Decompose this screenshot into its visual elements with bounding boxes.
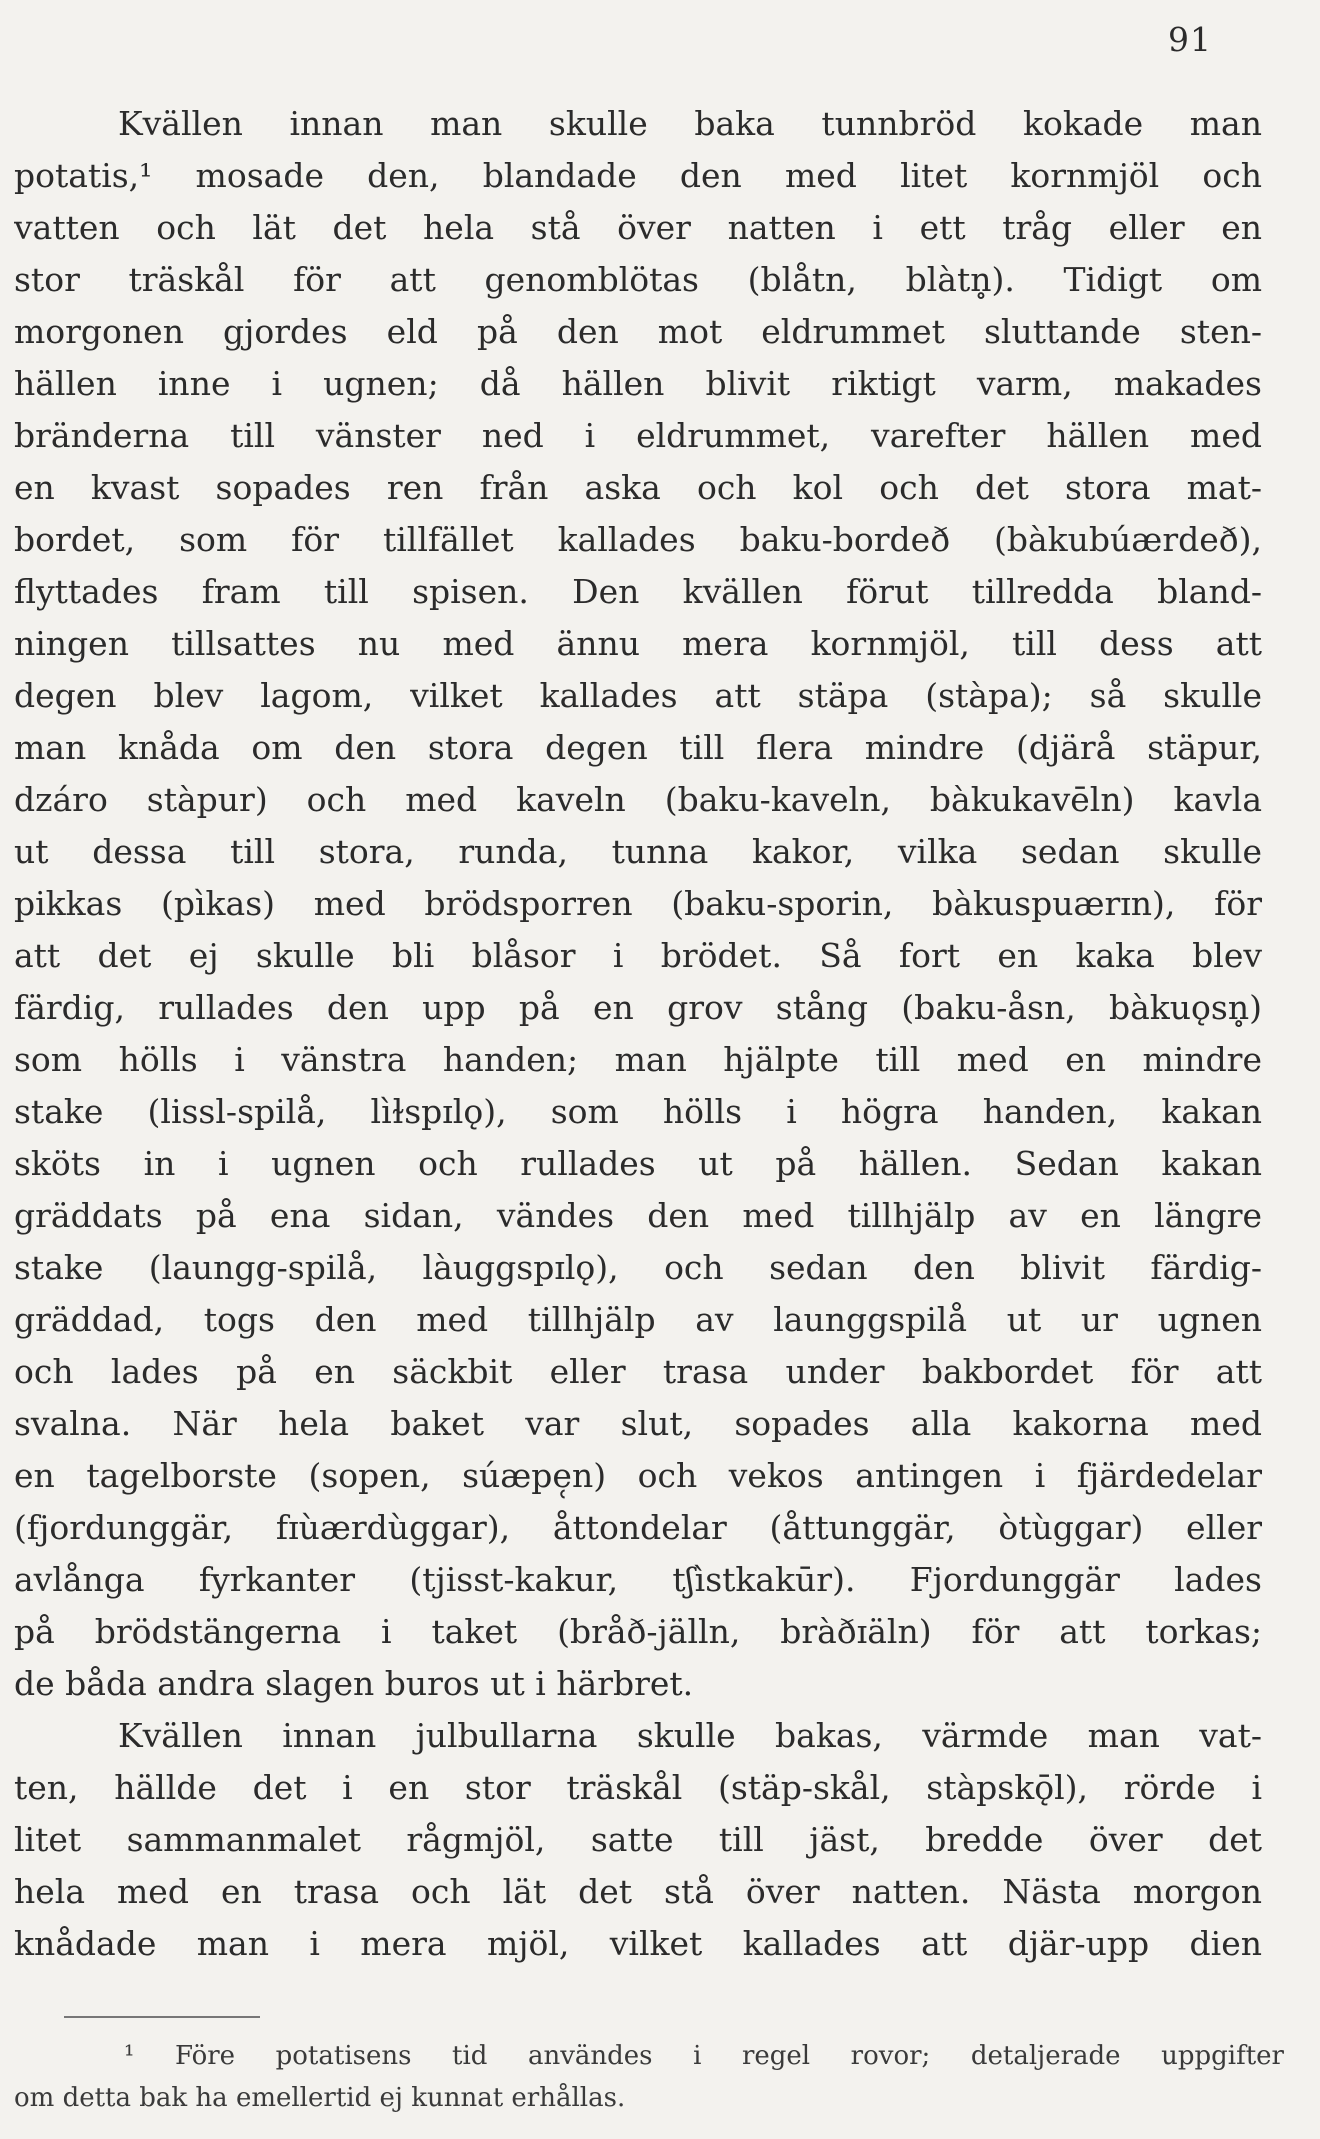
text-line: flyttades fram till spisen. Den kvällen förut tillredda bland- [14, 572, 1262, 611]
page-number: 91 [1168, 20, 1212, 59]
text-line: potatis,¹ mosade den, blandade den med litet kornmjöl och [14, 156, 1262, 195]
text-line: gräddad, togs den med tillhjälp av launggspilå ut ur ugnen [14, 1300, 1262, 1339]
text-line: de båda andra slagen buros ut i härbret. [14, 1664, 694, 1703]
text-line: en tagelborste (sopen, súæpe̜n) och vekos antingen i fjärdedelar [14, 1456, 1262, 1495]
body-text [14, 98, 1262, 1970]
text-line: stake (lissl-spilå, lìɫspɪlǫ), som hölls i högra handen, kakan [14, 1092, 1262, 1131]
footnote-line: ¹ Före potatisens tid användes i regel rovor; detaljerade uppgifter [124, 2041, 1284, 2071]
text-line: degen blev lagom, vilket kallades att stäpa (stàpa); så skulle [14, 676, 1262, 715]
text-line: bränderna till vänster ned i eldrummet, varefter hällen med [14, 416, 1262, 455]
footnote-line: om detta bak ha emellertid ej kunnat erhållas. [14, 2083, 626, 2113]
text-line: stor träskål för att genomblötas (blåtn, blàtn̥). Tidigt om [14, 260, 1262, 299]
text-line: ten, hällde det i en stor träskål (stäp-skål, stàpskǭl), rörde i [14, 1768, 1262, 1807]
text-line: dzáro stàpur) och med kaveln (baku-kaveln, bàkukavēln) kavla [14, 780, 1262, 819]
text-line: gräddats på ena sidan, vändes den med tillhjälp av en längre [14, 1196, 1262, 1235]
text-line: ut dessa till stora, runda, tunna kakor, vilka sedan skulle [14, 832, 1262, 871]
text-line: litet sammanmalet rågmjöl, satte till jäst, bredde över det [14, 1820, 1262, 1859]
text-line: knådade man i mera mjöl, vilket kallades att djär-upp dien [14, 1924, 1262, 1963]
text-line: man knåda om den stora degen till flera mindre (djärå stäpur, [14, 728, 1262, 767]
text-line: (fjordunggär, fɪùærdùggar), åttondelar (åttunggär, òtùggar) eller [14, 1508, 1262, 1547]
text-line: pikkas (pìkas) med brödsporren (baku-sporin, bàkuspuærɪn), för [14, 884, 1262, 923]
text-line: och lades på en säckbit eller trasa under bakbordet för att [14, 1352, 1262, 1391]
text-line: som hölls i vänstra handen; man hjälpte till med en mindre [14, 1040, 1262, 1079]
text-line: bordet, som för tillfället kallades baku-bordeð (bàkubúærdeð), [14, 520, 1262, 559]
text-line: sköts in i ugnen och rullades ut på hällen. Sedan kakan [14, 1144, 1262, 1183]
text-line: vatten och lät det hela stå över natten i ett tråg eller en [14, 208, 1262, 247]
text-line: ningen tillsattes nu med ännu mera kornmjöl, till dess att [14, 624, 1262, 663]
text-line: på brödstängerna i taket (bråð-jälln, bràðɪäln) för att torkas; [14, 1612, 1262, 1651]
text-line: morgonen gjordes eld på den mot eldrummet sluttande sten- [14, 312, 1262, 351]
text-line: svalna. När hela baket var slut, sopades alla kakorna med [14, 1404, 1262, 1443]
text-line: Kvällen innan julbullarna skulle bakas, värmde man vat- [118, 1716, 1262, 1755]
text-line: en kvast sopades ren från aska och kol och det stora mat- [14, 468, 1262, 507]
text-line: att det ej skulle bli blåsor i brödet. Så fort en kaka blev [14, 936, 1262, 975]
text-line: avlånga fyrkanter (tjisst-kakur, tʃìstkakūr). Fjordunggär lades [14, 1560, 1262, 1599]
text-line: färdig, rullades den upp på en grov stång (baku-åsn, bàkuǫsn̥) [14, 988, 1262, 1027]
text-line: hela med en trasa och lät det stå över natten. Nästa morgon [14, 1872, 1262, 1911]
text-line: hällen inne i ugnen; då hällen blivit riktigt varm, makades [14, 364, 1262, 403]
text-line: Kvällen innan man skulle baka tunnbröd kokade man [118, 104, 1262, 143]
footnote-divider [64, 2016, 260, 2018]
text-line: stake (laungg-spilå, làuggspɪlǫ), och sedan den blivit färdig- [14, 1248, 1262, 1287]
footnotes [14, 2035, 1284, 2119]
